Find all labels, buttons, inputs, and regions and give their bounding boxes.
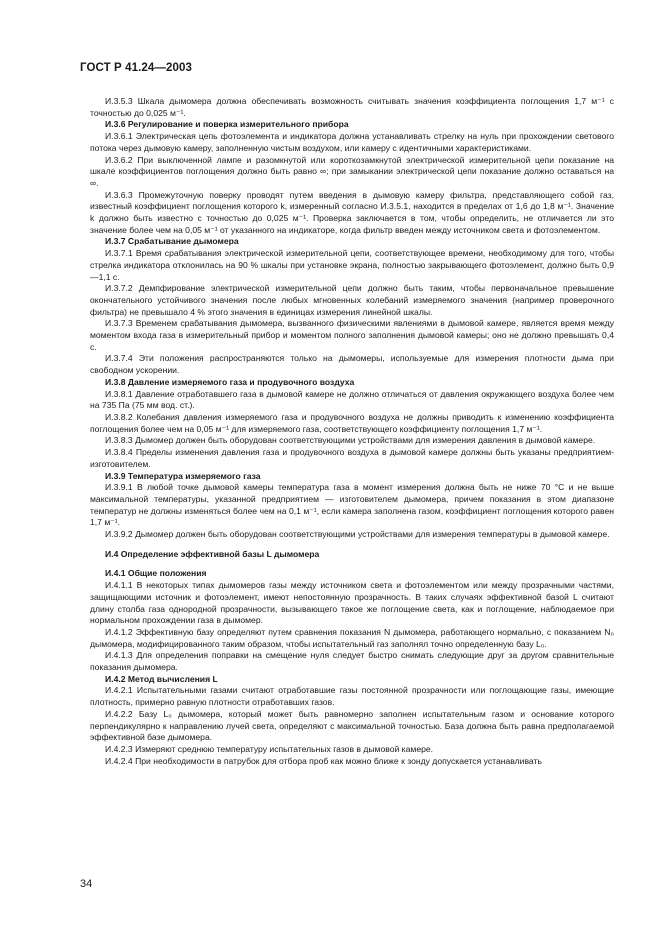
paragraph: И.3.9.2 Дымомер должен быть оборудован соответствующими устройствами для измерения температуры в дымовой камере. <box>105 529 610 540</box>
paragraph: И.3.9.1 В любой точке дымовой камеры температура газа в момент измерения должна быть не ниже 70 °C и не выше максимальной температуры, указанной предприятием — изготовителем дымомера, причем показания в этом диапазоне температур не должны изменяться более чем на 0,1 м⁻¹, если камера заполнена газом, коэффициент поглощения которого равен 1,7 м⁻¹. <box>90 482 614 528</box>
paragraph: И.4.2.1 Испытательными газами считают отработавшие газы постоянной прозрачности или поглощающие газы, имеющие плотность, примерно равную плотности отработавших газов. <box>90 685 614 708</box>
section-heading: И.4.2 Метод вычисления L <box>105 673 218 684</box>
paragraph: И.4.1.3 Для определения поправки на смещение нуля следует быстро снимать следующие друг за другом сравнительные показания дымомера. <box>90 650 614 673</box>
section-heading: И.3.8 Давление измеряемого газа и продувочного воздуха <box>105 376 355 387</box>
paragraph: И.3.6.1 Электрическая цепь фотоэлемента и индикатора должна устанавливать стрелку на нуль при прохождении светового потока через дымовую камеру, заполненную чистым воздухом, или камеру с идентичными характеристиками. <box>90 131 614 153</box>
section-heading: И.4.1 Общие положения <box>105 568 207 579</box>
section-heading: И.3.9 Температура измеряемого газа <box>105 470 261 481</box>
page-number: 34 <box>80 878 93 890</box>
paragraph: И.4.2.2 Базу L₀ дымомера, который может быть равномерно заполнен испытательным газом и основание которого перпендикулярно к направлению лучей света, определяют с максимальной точностью. База должна быть равна предполагаемой эффективной базе дымомера. <box>90 708 614 743</box>
paragraph: И.4.2.4 При необходимости в патрубок для отбора проб как можно ближе к зонду допускается устанавливать <box>105 755 542 766</box>
paragraph: И.3.6.3 Промежуточную поверку проводят путем введения в дымовую камеру фильтра, представляющего собой газ, известный коэффициент поглощения которого k, измеренный согласно И.3.5.1, находится в пределах от 1,6 до 1,8 м⁻¹. Значение k должно быть известно с точностью до 0,025 м⁻¹. Проверка заключается в том, чтобы определить, не отличается ли это значение более чем на 0,05 м⁻¹ от указанного на индикаторе, когда фильтр введен между источником света и фотоэлементом. <box>90 189 614 235</box>
paragraph: И.3.8.2 Колебания давления измеряемого газа и продувочного воздуха не должны приводить к изменению коэффициента поглощения более чем на 0,05 м⁻¹ для измеряемого газа, соответствующего коэффициенту поглощения 1,7 м⁻¹. <box>90 411 614 434</box>
document-body <box>90 96 614 767</box>
paragraph: И.3.8.3 Дымомер должен быть оборудован соответствующими устройствами для измерения давления в дымовой камере. <box>105 435 596 446</box>
section-heading: И.4 Определение эффективной базы L дымомера <box>105 548 320 559</box>
paragraph: И.3.7.2 Демпфирование электрической измерительной цепи должно быть таким, чтобы первоначальное превышение окончательного устойчивого значения после любых мгновенных колебаний измеряемого значения (например проверочного фильтра) не превышало 4 % этого значения в единицах измерения линейной шкалы. <box>90 283 614 317</box>
paragraph: И.3.8.4 Пределы изменения давления газа и продувочного воздуха в дымовой камере должны быть указаны предприятием-изготовителем. <box>90 447 614 469</box>
paragraph: И.3.6.2 При выключенной лампе и разомкнутой или короткозамкнутой электрической измерительной цепи показание на шкале коэффициентов поглощения должно быть равно ∞; при замыкании электрической цепи показание должно оставаться на ∞. <box>90 154 614 188</box>
paragraph: И.4.1.2 Эффективную базу определяют путем сравнения показания N дымомера, работающего нормально, с показанием N₀ дымомера, модифицированного таким образом, чтобы испытательный газ заполнял точно определенную базу L₀. <box>90 626 614 649</box>
paragraph: И.3.5.3 Шкала дымомера должна обеспечивать возможность считывать значения коэффициента поглощения 1,7 м⁻¹ с точностью до 0,025 м⁻¹. <box>90 96 614 118</box>
section-heading: И.3.6 Регулирование и поверка измерительного прибора <box>105 119 349 130</box>
document-header: ГОСТ Р 41.24—2003 <box>80 62 192 74</box>
paragraph: И.4.1.1 В некоторых типах дымомеров газы между источником света и фотоэлементом или между прозрачными частями, защищающими источник и фотоэлемент, имеют непостоянную прозрачность. В таких случаях эффективной базой L считают длину столба газа однородной прозрачности, вызывающего такое же поглощение света, как и поглощение, наблюдаемое при нормальном прохождении газа в дымомер. <box>90 580 614 626</box>
paragraph: И.3.8.1 Давление отработавшего газа в дымовой камере не должно отличаться от давления окружающего воздуха более чем на 735 Па (75 мм вод. ст.). <box>90 388 614 411</box>
paragraph: И.3.7.4 Эти положения распространяются только на дымомеры, используемые для измерения плотности дыма при свободном ускорении. <box>90 353 614 376</box>
section-heading: И.3.7 Срабатывание дымомера <box>105 236 239 247</box>
paragraph: И.4.2.3 Измеряют среднюю температуру испытательных газов в дымовой камере. <box>105 743 434 754</box>
paragraph: И.3.7.1 Время срабатывания электрической измерительной цепи, соответствующее времени, необходимому для того, чтобы стрелка индикатора отклонилась на 90 % шкалы при установке экрана, полностью закрывающего фотоэлемент, должно быть 0,9—1,1 с. <box>90 248 614 282</box>
paragraph: И.3.7.3 Временем срабатывания дымомера, вызванного физическими явлениями в дымовой камере, является время между моментом входа газа в измерительный прибор и моментом полного заполнения дымовой камеры; оно не должно превышать 0,4 с. <box>90 318 614 352</box>
